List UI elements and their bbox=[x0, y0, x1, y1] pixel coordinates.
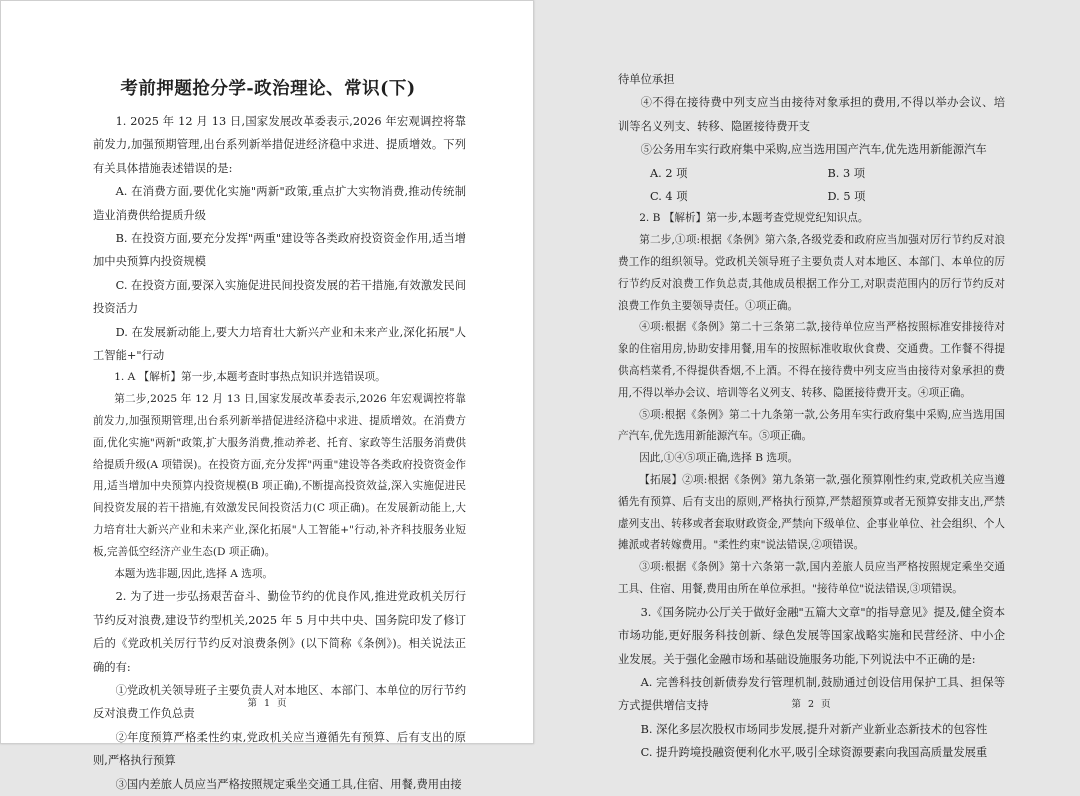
question-2-conclusion: 因此,①④⑤项正确,选择 B 选项。 bbox=[618, 448, 1005, 470]
question-2-explanation-4: ④项:根据《条例》第二十三条第二款,接待单位应当严格按照标准安排接待对象的住宿用房,协助安排用餐,用车的按照标准收取伙食费、交通费。工作餐不得提供高档菜肴,不得提供香烟,不上酒。不得在接待费中列支应当由接待对象承担的费用,不得以举办会议、培训等名义列支、转移、隐匿接待费开支。④项正确。 bbox=[618, 317, 1005, 404]
page-2-body bbox=[618, 68, 1005, 765]
question-2-item-2: ②年度预算严格柔性约束,党政机关应当遵循先有预算、后有支出的原则,严格执行预算 bbox=[93, 726, 466, 773]
question-3-option-b: B. 深化多层次股权市场同步发展,提升对新产业新业态新技术的包容性 bbox=[618, 718, 1005, 741]
question-2-item-3-continued: 待单位承担 bbox=[618, 68, 1005, 91]
question-1-option-b: B. 在投资方面,要充分发挥"两重"建设等各类政府投资资金作用,适当增加中央预算内投资规模 bbox=[93, 227, 466, 274]
question-2-option-c: C. 4 项 bbox=[650, 185, 828, 208]
question-2-option-a: A. 2 项 bbox=[650, 162, 828, 185]
page-title: 考前押题抢分学-政治理论、常识(下) bbox=[1, 75, 535, 100]
question-2-answer: 2. B 【解析】第一步,本题考查党规党纪知识点。 bbox=[618, 208, 1005, 230]
question-2-item-1: ①党政机关领导班子主要负责人对本地区、本部门、本单位的厉行节约反对浪费工作负总责 bbox=[93, 679, 466, 726]
question-3-stem: 3.《国务院办公厅关于做好金融"五篇大文章"的指导意见》提及,健全资本市场功能,更好服务科技创新、绿色发展等国家战略实施和民营经济、中小企业发展。关于强化金融市场和基础设施服务功能,下列说法中不正确的是: bbox=[618, 601, 1005, 671]
question-2-extension-2: 【拓展】②项:根据《条例》第九条第一款,强化预算刚性约束,党政机关应当遵循先有预算、后有支出的原则,严格执行预算,严禁超预算或者无预算安排支出,严禁虚列支出、转移或者套取财政资金,严禁向下级单位、企事业单位、社会组织、个人摊派或者转嫁费用。"柔性约束"说法错误,②项错误。 bbox=[618, 470, 1005, 557]
question-1-option-c: C. 在投资方面,要深入实施促进民间投资发展的若干措施,有效激发民间投资活力 bbox=[93, 274, 466, 321]
question-2-explanation-5: ⑤项:根据《条例》第二十九条第一款,公务用车实行政府集中采购,应当选用国产汽车,优先选用新能源汽车。⑤项正确。 bbox=[618, 405, 1005, 449]
question-1-answer: 1. A 【解析】第一步,本题考查时事热点知识并选错误项。 bbox=[93, 367, 466, 389]
question-1-conclusion: 本题为选非题,因此,选择 A 选项。 bbox=[93, 564, 466, 586]
question-2-options bbox=[618, 162, 1005, 209]
question-2-extension-3: ③项:根据《条例》第十六条第一款,国内差旅人员应当严格按照规定乘坐交通工具、住宿、用餐,费用由所在单位承担。"接待单位"说法错误,③项错误。 bbox=[618, 557, 1005, 601]
question-1-option-d: D. 在发展新动能上,要大力培育壮大新兴产业和未来产业,深化拓展"人工智能+"行动 bbox=[93, 321, 466, 368]
question-2-item-5: ⑤公务用车实行政府集中采购,应当选用国产汽车,优先选用新能源汽车 bbox=[618, 138, 1005, 161]
question-1-option-a: A. 在消费方面,要优化实施"两新"政策,重点扩大实物消费,推动传统制造业消费供给提质升级 bbox=[93, 180, 466, 227]
question-2-item-3: ③国内差旅人员应当严格按照规定乘坐交通工具,住宿、用餐,费用由接 bbox=[93, 773, 466, 796]
question-2-item-4: ④不得在接待费中列支应当由接待对象承担的费用,不得以举办会议、培训等名义列支、转移、隐匿接待费开支 bbox=[618, 91, 1005, 138]
question-2-stem: 2. 为了进一步弘扬艰苦奋斗、勤俭节约的优良作风,推进党政机关厉行节约反对浪费,建设节约型机关,2025 年 5 月中共中央、国务院印发了修订后的《党政机关厉行节约反对浪费条例》(以下简称《条例》)。相关说法正确的有: bbox=[93, 585, 466, 679]
question-1-stem: 1. 2025 年 12 月 13 日,国家发展改革委表示,2026 年宏观调控将靠前发力,加强预期管理,出台系列新举措促进经济稳中求进、提质增效。下列有关具体措施表述错误的是: bbox=[93, 110, 466, 180]
question-2-option-d: D. 5 项 bbox=[828, 185, 1006, 208]
question-2-option-b: B. 3 项 bbox=[828, 162, 1006, 185]
question-2-explanation-1: 第二步,①项:根据《条例》第六条,各级党委和政府应当加强对厉行节约反对浪费工作的组织领导。党政机关领导班子主要负责人对本地区、本部门、本单位的厉行节约反对浪费工作负总责,其他成员根据工作分工,对职责范围内的厉行节约反对浪费工作负主要领导责任。①项正确。 bbox=[618, 230, 1005, 317]
page-number: 第 1 页 bbox=[1, 695, 535, 709]
question-3-option-c: C. 提升跨境投融资便利化水平,吸引全球资源要素向我国高质量发展重 bbox=[618, 741, 1005, 764]
question-3-option-a: A. 完善科技创新债券发行管理机制,鼓励通过创设信用保护工具、担保等方式提供增信支持 bbox=[618, 671, 1005, 718]
page-1-body bbox=[93, 110, 466, 796]
question-1-explanation: 第二步,2025 年 12 月 13 日,国家发展改革委表示,2026 年宏观调控将靠前发力,加强预期管理,出台系列新举措促进经济稳中求进、提质增效。在消费方面,优化实施"两新"政策,扩大服务消费,推动养老、托育、家政等生活服务消费供给提质升级(A 项错误)。在投资方面,充分发挥"两重"建设等各类政府投资资金作用,适当增加中央预算内投资规模(B 项正确),不断提高投资效益,深入实施促进民间投资发展的若干措施,有效激发民间投资活力(C 项正确)。在发展新动能上,大力培育壮大新兴产业和未来产业,深化拓展"人工智能+"行动,补齐科技服务业短板,完善低空经济产业生态(D 项正确)。 bbox=[93, 389, 466, 563]
page-2-number: 第 2 页 bbox=[545, 696, 1079, 710]
